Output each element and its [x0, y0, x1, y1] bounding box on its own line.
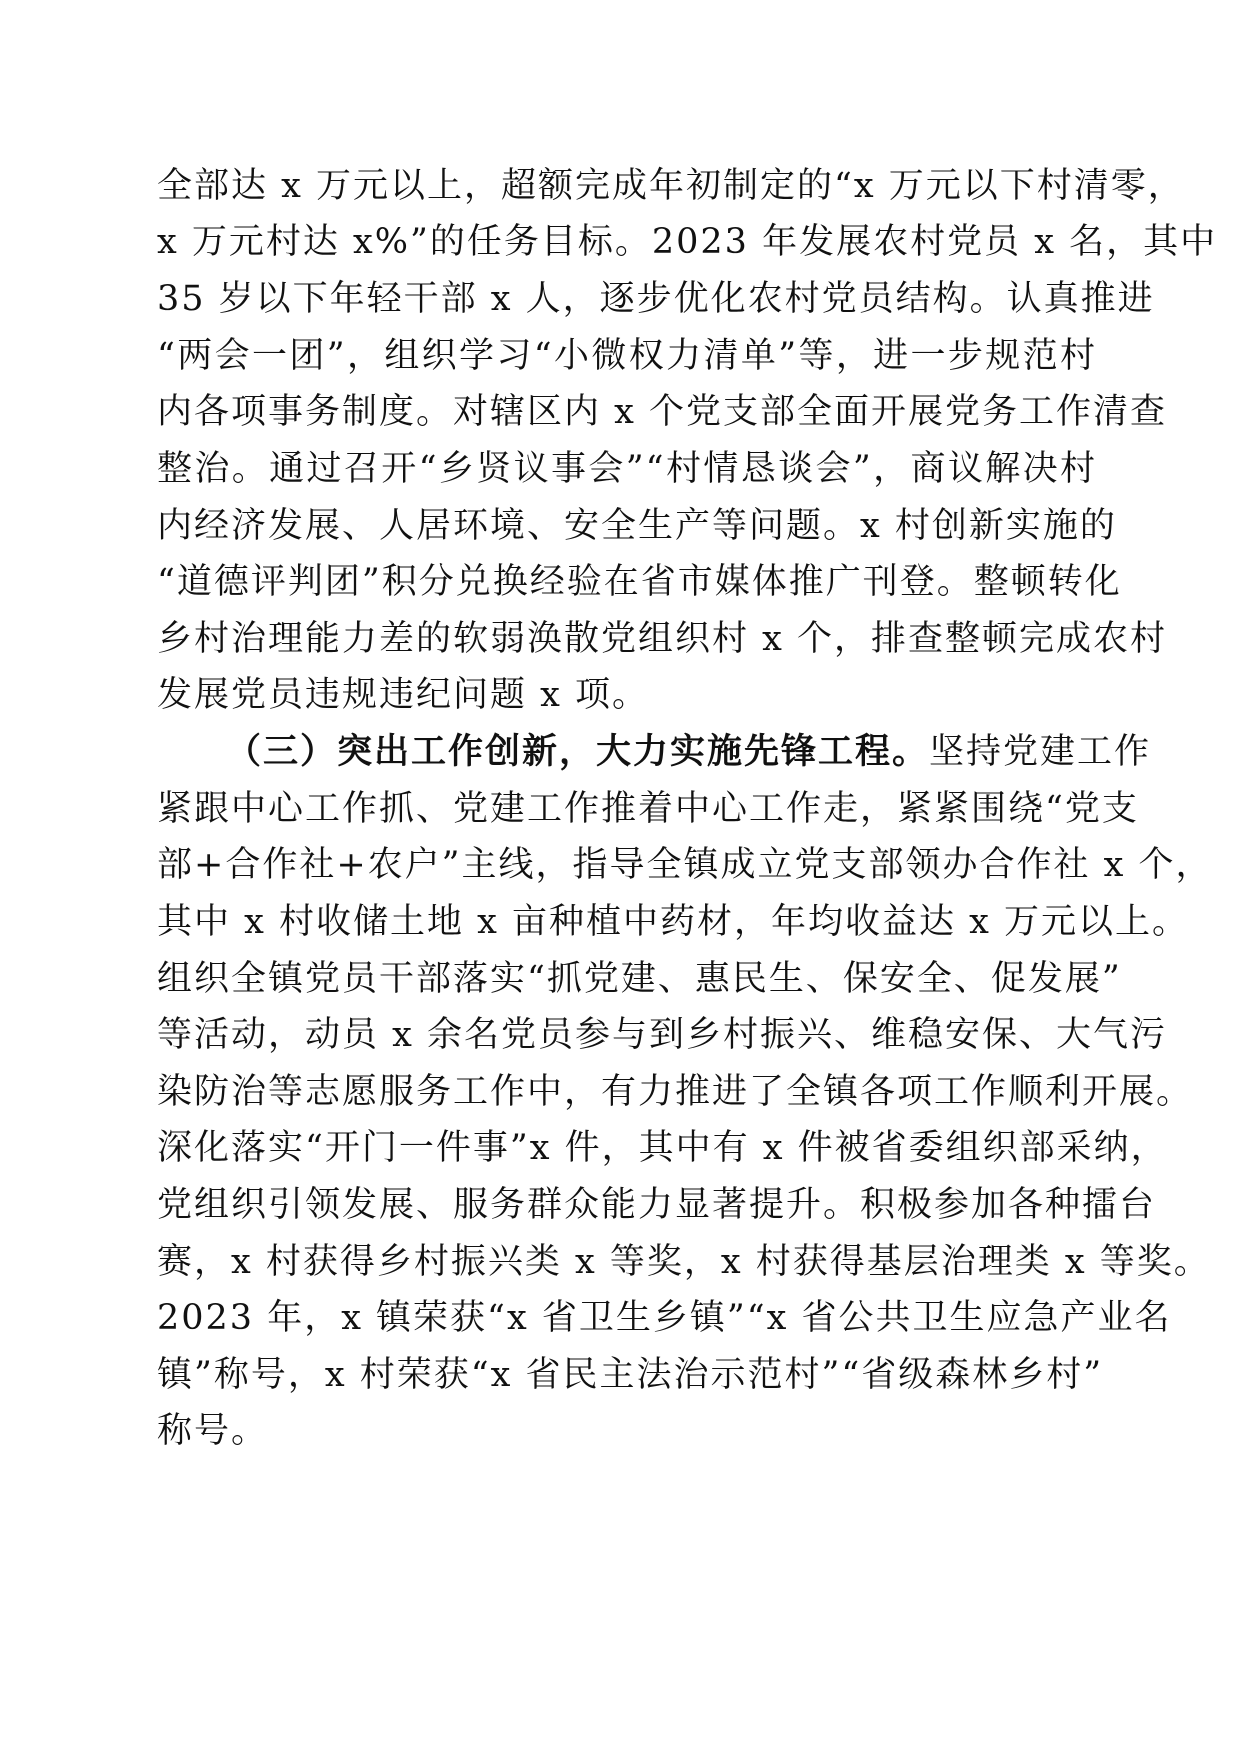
- paragraph-line: 紧跟中心工作抓、党建工作推着中心工作走，紧紧围绕“党支: [157, 789, 1139, 829]
- paragraph-line: 染防治等志愿服务工作中，有力推进了全镇各项工作顺利开展。: [157, 1072, 1194, 1112]
- paragraph-line: 部+合作社+农户”主线，指导全镇成立党支部领办合作社 x 个，: [157, 845, 1213, 885]
- paragraph-line: 2023 年，x 镇荣获“x 省卫生乡镇”“x 省公共卫生应急产业名: [157, 1298, 1172, 1338]
- paragraph-line: “道德评判团”积分兑换经验在省市媒体推广刊登。整顿转化: [157, 562, 1122, 602]
- paragraph-line: 深化落实“开门一件事”x 件，其中有 x 件被省委组织部采纳，: [157, 1128, 1168, 1168]
- paragraph-line: 整治。通过召开“乡贤议事会”“村情恳谈会”，商议解决村: [157, 449, 1097, 489]
- paragraph-line: 内各项事务制度。对辖区内 x 个党支部全面开展党务工作清查: [157, 392, 1167, 432]
- paragraph-line: 乡村治理能力差的软弱涣散党组织村 x 个，排查整顿完成农村: [157, 619, 1167, 659]
- paragraph-line: 全部达 x 万元以上，超额完成年初制定的“x 万元以下村清零，: [157, 166, 1185, 206]
- paragraph-line: 35 岁以下年轻干部 x 人，逐步优化农村党员结构。认真推进: [157, 279, 1155, 319]
- paragraph-line: 内经济发展、人居环境、安全生产等问题。x 村创新实施的: [157, 506, 1117, 546]
- paragraph-line: “两会一团”，组织学习“小微权力清单”等，进一步规范村: [157, 336, 1097, 376]
- paragraph-line: 组织全镇党员干部落实“抓党建、惠民生、保安全、促发展”: [157, 959, 1122, 999]
- paragraph-line: 等活动，动员 x 余名党员参与到乡村振兴、维稳安保、大气污: [157, 1015, 1167, 1055]
- paragraph-line: 称号。: [157, 1411, 269, 1451]
- paragraph-line: 其中 x 村收储土地 x 亩种植中药材，年均收益达 x 万元以上。: [157, 902, 1189, 942]
- paragraph-line: 发展党员违规违纪问题 x 项。: [157, 675, 649, 715]
- section-heading: （三）突出工作创新，大力实施先锋工程。: [226, 731, 930, 772]
- section-first-line-text: 坚持党建工作: [929, 732, 1152, 772]
- section-heading-line: [226, 721, 1152, 783]
- paragraph-line: x 万元村达 x%”的任务目标。2023 年发展农村党员 x 名，其中: [157, 222, 1218, 262]
- paragraph-line: 赛，x 村获得乡村振兴类 x 等奖，x 村获得基层治理类 x 等奖。: [157, 1242, 1211, 1282]
- paragraph-line: 党组织引领发展、服务群众能力显著提升。积极参加各种擂台: [157, 1185, 1157, 1225]
- paragraph-line: 镇”称号，x 村荣获“x 省民主法治示范村”“省级森林乡村”: [157, 1355, 1104, 1395]
